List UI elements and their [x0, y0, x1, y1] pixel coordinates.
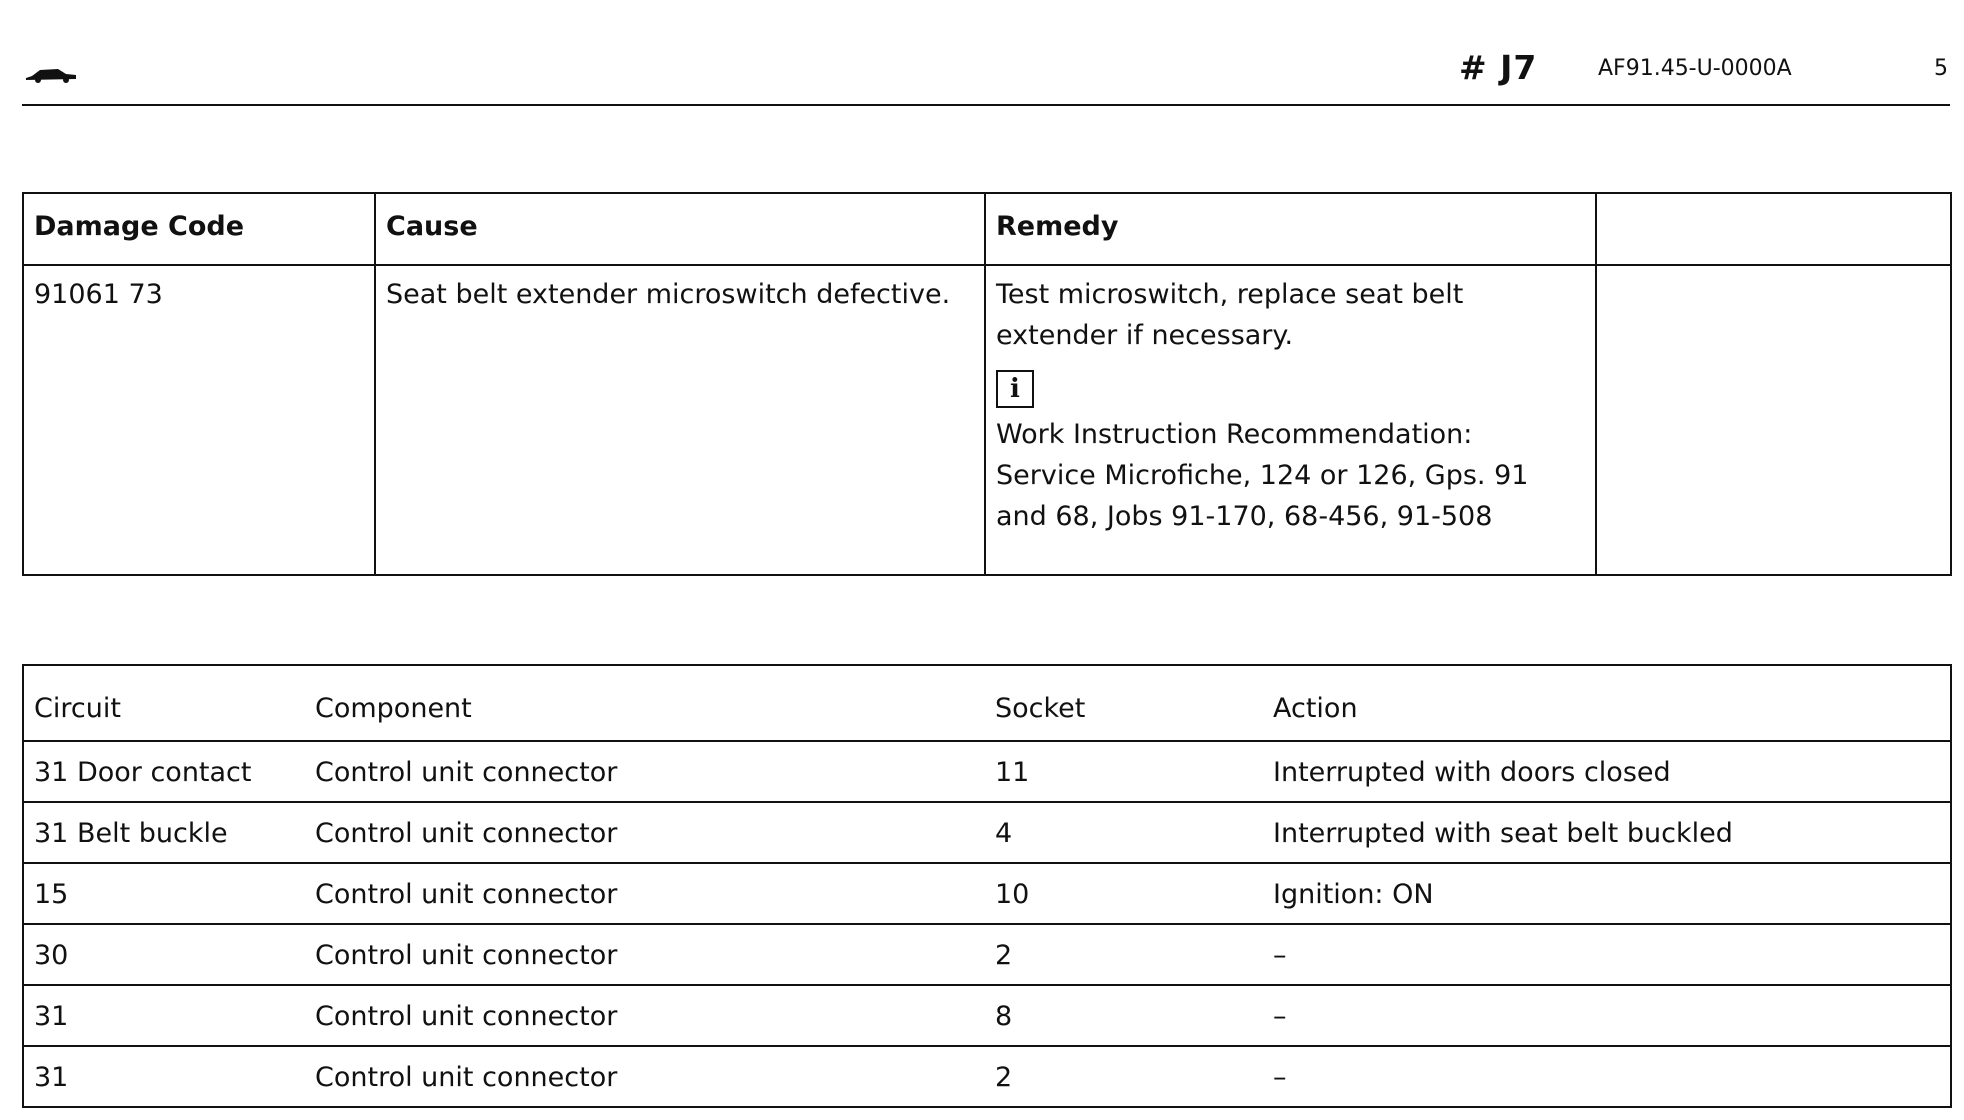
circuit-cell: 30 — [23, 924, 305, 985]
header-divider — [22, 104, 1950, 106]
socket-cell: 4 — [985, 802, 1263, 863]
action-cell: Interrupted with seat belt buckled — [1263, 802, 1951, 863]
circuit-table-header-row — [23, 665, 1951, 741]
damage-table-header-row — [23, 193, 1951, 265]
work-instruction-line: Service Microfiche, 124 or 126, Gps. 91 — [996, 460, 1529, 491]
column-header-action: Action — [1263, 665, 1951, 741]
column-header-component: Component — [305, 665, 985, 741]
component-cell: Control unit connector — [305, 924, 985, 985]
component-cell: Control unit connector — [305, 985, 985, 1046]
circuit-cell: 31 — [23, 1046, 305, 1107]
document-code: # J7 — [1459, 48, 1538, 87]
socket-cell: 10 — [985, 863, 1263, 924]
damage-code-table — [22, 192, 1952, 576]
table-row — [23, 985, 1951, 1046]
action-cell: – — [1263, 985, 1951, 1046]
car-icon — [24, 62, 78, 86]
remedy-line: Test microswitch, replace seat belt — [996, 279, 1464, 310]
socket-cell: 2 — [985, 1046, 1263, 1107]
circuit-cell: 31 Door contact — [23, 741, 305, 802]
action-cell: – — [1263, 1046, 1951, 1107]
work-instruction-line: Work Instruction Recommendation: — [996, 419, 1473, 450]
action-cell: Ignition: ON — [1263, 863, 1951, 924]
circuit-cell: 31 — [23, 985, 305, 1046]
info-icon: i — [996, 370, 1034, 408]
column-header-blank — [1596, 193, 1951, 265]
blank-cell — [1596, 265, 1951, 575]
column-header-remedy: Remedy — [985, 193, 1596, 265]
component-cell: Control unit connector — [305, 1046, 985, 1107]
damage-table-row — [23, 265, 1951, 575]
table-row — [23, 924, 1951, 985]
work-instruction-line: and 68, Jobs 91-170, 68-456, 91-508 — [996, 501, 1493, 532]
action-cell: Interrupted with doors closed — [1263, 741, 1951, 802]
cause-cell: Seat belt extender microswitch defective. — [375, 265, 985, 575]
component-cell: Control unit connector — [305, 802, 985, 863]
socket-cell: 11 — [985, 741, 1263, 802]
table-row — [23, 1046, 1951, 1107]
circuit-cell: 31 Belt buckle — [23, 802, 305, 863]
remedy-cell — [985, 265, 1596, 575]
page-number: 5 — [1934, 56, 1948, 81]
remedy-line: extender if necessary. — [996, 320, 1294, 351]
column-header-damage-code: Damage Code — [23, 193, 375, 265]
table-row — [23, 802, 1951, 863]
document-number: AF91.45-U-0000A — [1598, 56, 1792, 81]
component-cell: Control unit connector — [305, 863, 985, 924]
circuit-cell: 15 — [23, 863, 305, 924]
column-header-socket: Socket — [985, 665, 1263, 741]
damage-code-cell: 91061 73 — [23, 265, 375, 575]
column-header-cause: Cause — [375, 193, 985, 265]
socket-cell: 8 — [985, 985, 1263, 1046]
column-header-circuit: Circuit — [23, 665, 305, 741]
circuit-table — [22, 664, 1952, 1108]
component-cell: Control unit connector — [305, 741, 985, 802]
action-cell: – — [1263, 924, 1951, 985]
socket-cell: 2 — [985, 924, 1263, 985]
table-row — [23, 863, 1951, 924]
table-row — [23, 741, 1951, 802]
